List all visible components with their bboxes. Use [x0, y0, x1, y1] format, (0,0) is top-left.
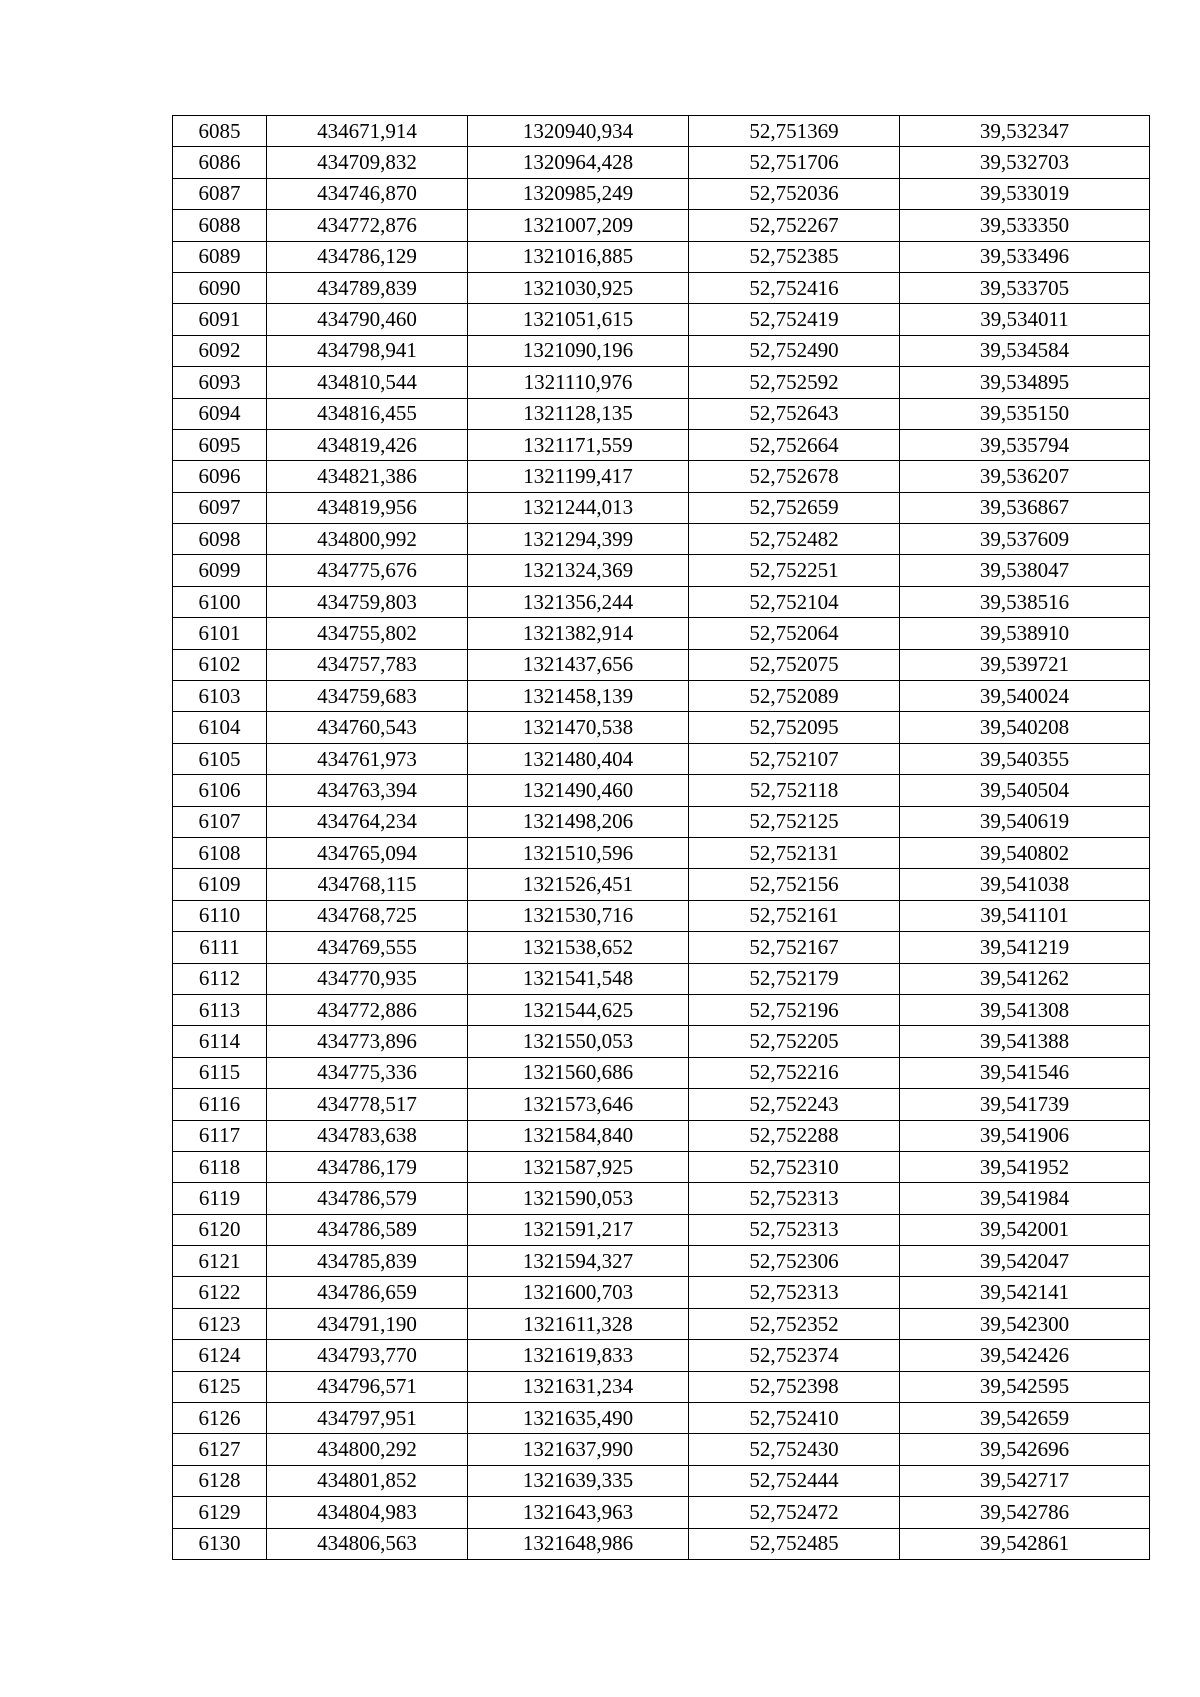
table-row	[173, 1497, 1150, 1528]
x-coordinate-cell: 434765,094	[267, 837, 468, 868]
y-coordinate-cell: 1321110,976	[468, 367, 689, 398]
y-coordinate-cell: 1321030,925	[468, 272, 689, 303]
x-coordinate-cell: 434757,783	[267, 649, 468, 680]
longitude-cell: 39,542426	[900, 1340, 1150, 1371]
table-row	[173, 900, 1150, 931]
y-coordinate-cell: 1321544,625	[468, 994, 689, 1025]
longitude-cell: 39,542717	[900, 1465, 1150, 1496]
coordinates-table-body	[173, 116, 1150, 1560]
latitude-cell: 52,752125	[689, 806, 900, 837]
y-coordinate-cell: 1321631,234	[468, 1371, 689, 1402]
x-coordinate-cell: 434783,638	[267, 1120, 468, 1151]
latitude-cell: 52,752243	[689, 1089, 900, 1120]
point-number-cell: 6101	[173, 618, 267, 649]
x-coordinate-cell: 434786,129	[267, 241, 468, 272]
y-coordinate-cell: 1321639,335	[468, 1465, 689, 1496]
table-row	[173, 1465, 1150, 1496]
longitude-cell: 39,532347	[900, 116, 1150, 147]
x-coordinate-cell: 434789,839	[267, 272, 468, 303]
x-coordinate-cell: 434798,941	[267, 335, 468, 366]
point-number-cell: 6112	[173, 963, 267, 994]
point-number-cell: 6090	[173, 272, 267, 303]
latitude-cell: 52,752167	[689, 932, 900, 963]
y-coordinate-cell: 1321470,538	[468, 712, 689, 743]
point-number-cell: 6123	[173, 1308, 267, 1339]
longitude-cell: 39,532703	[900, 147, 1150, 178]
latitude-cell: 52,752313	[689, 1277, 900, 1308]
table-row	[173, 524, 1150, 555]
point-number-cell: 6092	[173, 335, 267, 366]
longitude-cell: 39,541219	[900, 932, 1150, 963]
point-number-cell: 6114	[173, 1026, 267, 1057]
x-coordinate-cell: 434786,659	[267, 1277, 468, 1308]
latitude-cell: 52,752107	[689, 743, 900, 774]
longitude-cell: 39,535150	[900, 398, 1150, 429]
y-coordinate-cell: 1321541,548	[468, 963, 689, 994]
longitude-cell: 39,540619	[900, 806, 1150, 837]
x-coordinate-cell: 434797,951	[267, 1403, 468, 1434]
y-coordinate-cell: 1321498,206	[468, 806, 689, 837]
x-coordinate-cell: 434778,517	[267, 1089, 468, 1120]
y-coordinate-cell: 1321090,196	[468, 335, 689, 366]
point-number-cell: 6108	[173, 837, 267, 868]
latitude-cell: 52,752430	[689, 1434, 900, 1465]
latitude-cell: 52,752490	[689, 335, 900, 366]
latitude-cell: 52,752089	[689, 681, 900, 712]
y-coordinate-cell: 1321199,417	[468, 461, 689, 492]
point-number-cell: 6125	[173, 1371, 267, 1402]
longitude-cell: 39,540504	[900, 775, 1150, 806]
latitude-cell: 52,751369	[689, 116, 900, 147]
table-row	[173, 398, 1150, 429]
table-row	[173, 241, 1150, 272]
point-number-cell: 6098	[173, 524, 267, 555]
table-row	[173, 837, 1150, 868]
y-coordinate-cell: 1321324,369	[468, 555, 689, 586]
y-coordinate-cell: 1321587,925	[468, 1151, 689, 1182]
longitude-cell: 39,542047	[900, 1246, 1150, 1277]
table-row	[173, 1120, 1150, 1151]
x-coordinate-cell: 434768,725	[267, 900, 468, 931]
latitude-cell: 52,752251	[689, 555, 900, 586]
x-coordinate-cell: 434785,839	[267, 1246, 468, 1277]
point-number-cell: 6097	[173, 492, 267, 523]
y-coordinate-cell: 1321510,596	[468, 837, 689, 868]
table-row	[173, 618, 1150, 649]
y-coordinate-cell: 1321590,053	[468, 1183, 689, 1214]
longitude-cell: 39,542141	[900, 1277, 1150, 1308]
longitude-cell: 39,534584	[900, 335, 1150, 366]
x-coordinate-cell: 434709,832	[267, 147, 468, 178]
table-row	[173, 1340, 1150, 1371]
x-coordinate-cell: 434772,876	[267, 210, 468, 241]
latitude-cell: 52,752196	[689, 994, 900, 1025]
latitude-cell: 52,752036	[689, 178, 900, 209]
y-coordinate-cell: 1321573,646	[468, 1089, 689, 1120]
latitude-cell: 52,752419	[689, 304, 900, 335]
longitude-cell: 39,542595	[900, 1371, 1150, 1402]
table-row	[173, 806, 1150, 837]
y-coordinate-cell: 1321016,885	[468, 241, 689, 272]
y-coordinate-cell: 1321437,656	[468, 649, 689, 680]
x-coordinate-cell: 434671,914	[267, 116, 468, 147]
longitude-cell: 39,534011	[900, 304, 1150, 335]
table-row	[173, 1057, 1150, 1088]
x-coordinate-cell: 434772,886	[267, 994, 468, 1025]
table-row	[173, 555, 1150, 586]
point-number-cell: 6093	[173, 367, 267, 398]
latitude-cell: 52,752659	[689, 492, 900, 523]
point-number-cell: 6107	[173, 806, 267, 837]
latitude-cell: 52,752444	[689, 1465, 900, 1496]
x-coordinate-cell: 434804,983	[267, 1497, 468, 1528]
table-row	[173, 1026, 1150, 1057]
table-row	[173, 1214, 1150, 1245]
point-number-cell: 6102	[173, 649, 267, 680]
latitude-cell: 52,752118	[689, 775, 900, 806]
x-coordinate-cell: 434746,870	[267, 178, 468, 209]
point-number-cell: 6118	[173, 1151, 267, 1182]
x-coordinate-cell: 434773,896	[267, 1026, 468, 1057]
table-row	[173, 429, 1150, 460]
coordinates-table	[172, 115, 1150, 1560]
y-coordinate-cell: 1321591,217	[468, 1214, 689, 1245]
longitude-cell: 39,541906	[900, 1120, 1150, 1151]
longitude-cell: 39,542696	[900, 1434, 1150, 1465]
point-number-cell: 6120	[173, 1214, 267, 1245]
y-coordinate-cell: 1321382,914	[468, 618, 689, 649]
x-coordinate-cell: 434790,460	[267, 304, 468, 335]
x-coordinate-cell: 434791,190	[267, 1308, 468, 1339]
y-coordinate-cell: 1321051,615	[468, 304, 689, 335]
latitude-cell: 52,752385	[689, 241, 900, 272]
x-coordinate-cell: 434816,455	[267, 398, 468, 429]
point-number-cell: 6087	[173, 178, 267, 209]
point-number-cell: 6109	[173, 869, 267, 900]
point-number-cell: 6096	[173, 461, 267, 492]
latitude-cell: 52,752267	[689, 210, 900, 241]
y-coordinate-cell: 1321611,328	[468, 1308, 689, 1339]
y-coordinate-cell: 1321294,399	[468, 524, 689, 555]
longitude-cell: 39,541739	[900, 1089, 1150, 1120]
y-coordinate-cell: 1321594,327	[468, 1246, 689, 1277]
latitude-cell: 52,752179	[689, 963, 900, 994]
x-coordinate-cell: 434763,394	[267, 775, 468, 806]
longitude-cell: 39,533019	[900, 178, 1150, 209]
y-coordinate-cell: 1321171,559	[468, 429, 689, 460]
point-number-cell: 6119	[173, 1183, 267, 1214]
table-row	[173, 994, 1150, 1025]
latitude-cell: 52,752064	[689, 618, 900, 649]
table-row	[173, 869, 1150, 900]
y-coordinate-cell: 1321538,652	[468, 932, 689, 963]
longitude-cell: 39,535794	[900, 429, 1150, 460]
table-row	[173, 1246, 1150, 1277]
y-coordinate-cell: 1321560,686	[468, 1057, 689, 1088]
latitude-cell: 52,752313	[689, 1214, 900, 1245]
latitude-cell: 52,752131	[689, 837, 900, 868]
point-number-cell: 6113	[173, 994, 267, 1025]
longitude-cell: 39,540024	[900, 681, 1150, 712]
point-number-cell: 6095	[173, 429, 267, 460]
point-number-cell: 6089	[173, 241, 267, 272]
y-coordinate-cell: 1321648,986	[468, 1528, 689, 1559]
longitude-cell: 39,537609	[900, 524, 1150, 555]
x-coordinate-cell: 434759,683	[267, 681, 468, 712]
point-number-cell: 6106	[173, 775, 267, 806]
table-row	[173, 775, 1150, 806]
longitude-cell: 39,542659	[900, 1403, 1150, 1434]
longitude-cell: 39,538910	[900, 618, 1150, 649]
longitude-cell: 39,541388	[900, 1026, 1150, 1057]
longitude-cell: 39,541101	[900, 900, 1150, 931]
latitude-cell: 52,752161	[689, 900, 900, 931]
point-number-cell: 6099	[173, 555, 267, 586]
y-coordinate-cell: 1321244,013	[468, 492, 689, 523]
x-coordinate-cell: 434775,336	[267, 1057, 468, 1088]
x-coordinate-cell: 434764,234	[267, 806, 468, 837]
y-coordinate-cell: 1321600,703	[468, 1277, 689, 1308]
latitude-cell: 52,752398	[689, 1371, 900, 1402]
table-row	[173, 116, 1150, 147]
longitude-cell: 39,538047	[900, 555, 1150, 586]
table-row	[173, 963, 1150, 994]
latitude-cell: 52,752416	[689, 272, 900, 303]
longitude-cell: 39,533496	[900, 241, 1150, 272]
latitude-cell: 52,752374	[689, 1340, 900, 1371]
x-coordinate-cell: 434786,179	[267, 1151, 468, 1182]
y-coordinate-cell: 1320985,249	[468, 178, 689, 209]
table-row	[173, 492, 1150, 523]
x-coordinate-cell: 434801,852	[267, 1465, 468, 1496]
x-coordinate-cell: 434810,544	[267, 367, 468, 398]
latitude-cell: 52,752592	[689, 367, 900, 398]
point-number-cell: 6126	[173, 1403, 267, 1434]
latitude-cell: 52,752678	[689, 461, 900, 492]
table-row	[173, 586, 1150, 617]
longitude-cell: 39,541038	[900, 869, 1150, 900]
x-coordinate-cell: 434768,115	[267, 869, 468, 900]
point-number-cell: 6117	[173, 1120, 267, 1151]
x-coordinate-cell: 434761,973	[267, 743, 468, 774]
longitude-cell: 39,542786	[900, 1497, 1150, 1528]
point-number-cell: 6086	[173, 147, 267, 178]
point-number-cell: 6110	[173, 900, 267, 931]
table-row	[173, 210, 1150, 241]
point-number-cell: 6111	[173, 932, 267, 963]
longitude-cell: 39,536207	[900, 461, 1150, 492]
y-coordinate-cell: 1321584,840	[468, 1120, 689, 1151]
y-coordinate-cell: 1320964,428	[468, 147, 689, 178]
table-row	[173, 1528, 1150, 1559]
y-coordinate-cell: 1321128,135	[468, 398, 689, 429]
table-row	[173, 335, 1150, 366]
table-row	[173, 743, 1150, 774]
table-row	[173, 1277, 1150, 1308]
longitude-cell: 39,540802	[900, 837, 1150, 868]
latitude-cell: 52,752472	[689, 1497, 900, 1528]
y-coordinate-cell: 1321490,460	[468, 775, 689, 806]
x-coordinate-cell: 434800,992	[267, 524, 468, 555]
table-row	[173, 1434, 1150, 1465]
table-row	[173, 1308, 1150, 1339]
latitude-cell: 52,752310	[689, 1151, 900, 1182]
longitude-cell: 39,541984	[900, 1183, 1150, 1214]
latitude-cell: 52,752482	[689, 524, 900, 555]
y-coordinate-cell: 1321530,716	[468, 900, 689, 931]
x-coordinate-cell: 434800,292	[267, 1434, 468, 1465]
latitude-cell: 52,752664	[689, 429, 900, 460]
table-row	[173, 1151, 1150, 1182]
table-row	[173, 1403, 1150, 1434]
x-coordinate-cell: 434796,571	[267, 1371, 468, 1402]
table-row	[173, 147, 1150, 178]
longitude-cell: 39,541546	[900, 1057, 1150, 1088]
latitude-cell: 52,752216	[689, 1057, 900, 1088]
point-number-cell: 6091	[173, 304, 267, 335]
table-row	[173, 932, 1150, 963]
latitude-cell: 52,752313	[689, 1183, 900, 1214]
y-coordinate-cell: 1321550,053	[468, 1026, 689, 1057]
latitude-cell: 52,752156	[689, 869, 900, 900]
longitude-cell: 39,536867	[900, 492, 1150, 523]
point-number-cell: 6085	[173, 116, 267, 147]
x-coordinate-cell: 434760,543	[267, 712, 468, 743]
longitude-cell: 39,541262	[900, 963, 1150, 994]
point-number-cell: 6122	[173, 1277, 267, 1308]
latitude-cell: 52,752306	[689, 1246, 900, 1277]
longitude-cell: 39,542300	[900, 1308, 1150, 1339]
longitude-cell: 39,534895	[900, 367, 1150, 398]
x-coordinate-cell: 434755,802	[267, 618, 468, 649]
point-number-cell: 6116	[173, 1089, 267, 1120]
point-number-cell: 6103	[173, 681, 267, 712]
longitude-cell: 39,533350	[900, 210, 1150, 241]
table-row	[173, 1183, 1150, 1214]
x-coordinate-cell: 434775,676	[267, 555, 468, 586]
x-coordinate-cell: 434819,426	[267, 429, 468, 460]
x-coordinate-cell: 434786,579	[267, 1183, 468, 1214]
latitude-cell: 52,752104	[689, 586, 900, 617]
table-row	[173, 461, 1150, 492]
point-number-cell: 6088	[173, 210, 267, 241]
longitude-cell: 39,542001	[900, 1214, 1150, 1245]
latitude-cell: 52,752075	[689, 649, 900, 680]
latitude-cell: 52,752205	[689, 1026, 900, 1057]
point-number-cell: 6094	[173, 398, 267, 429]
point-number-cell: 6129	[173, 1497, 267, 1528]
point-number-cell: 6115	[173, 1057, 267, 1088]
latitude-cell: 52,752352	[689, 1308, 900, 1339]
y-coordinate-cell: 1321356,244	[468, 586, 689, 617]
y-coordinate-cell: 1321635,490	[468, 1403, 689, 1434]
table-row	[173, 1089, 1150, 1120]
point-number-cell: 6100	[173, 586, 267, 617]
latitude-cell: 52,752643	[689, 398, 900, 429]
longitude-cell: 39,541308	[900, 994, 1150, 1025]
y-coordinate-cell: 1321619,833	[468, 1340, 689, 1371]
x-coordinate-cell: 434819,956	[267, 492, 468, 523]
point-number-cell: 6104	[173, 712, 267, 743]
latitude-cell: 52,752485	[689, 1528, 900, 1559]
table-row	[173, 367, 1150, 398]
x-coordinate-cell: 434769,555	[267, 932, 468, 963]
x-coordinate-cell: 434759,803	[267, 586, 468, 617]
table-row	[173, 1371, 1150, 1402]
x-coordinate-cell: 434806,563	[267, 1528, 468, 1559]
latitude-cell: 52,752288	[689, 1120, 900, 1151]
y-coordinate-cell: 1321480,404	[468, 743, 689, 774]
x-coordinate-cell: 434793,770	[267, 1340, 468, 1371]
latitude-cell: 52,752410	[689, 1403, 900, 1434]
table-row	[173, 681, 1150, 712]
longitude-cell: 39,540208	[900, 712, 1150, 743]
x-coordinate-cell: 434786,589	[267, 1214, 468, 1245]
point-number-cell: 6127	[173, 1434, 267, 1465]
table-row	[173, 649, 1150, 680]
longitude-cell: 39,533705	[900, 272, 1150, 303]
table-row	[173, 272, 1150, 303]
x-coordinate-cell: 434821,386	[267, 461, 468, 492]
y-coordinate-cell: 1321007,209	[468, 210, 689, 241]
latitude-cell: 52,751706	[689, 147, 900, 178]
point-number-cell: 6128	[173, 1465, 267, 1496]
longitude-cell: 39,540355	[900, 743, 1150, 774]
table-row	[173, 304, 1150, 335]
point-number-cell: 6121	[173, 1246, 267, 1277]
point-number-cell: 6130	[173, 1528, 267, 1559]
y-coordinate-cell: 1321643,963	[468, 1497, 689, 1528]
longitude-cell: 39,541952	[900, 1151, 1150, 1182]
point-number-cell: 6124	[173, 1340, 267, 1371]
table-row	[173, 712, 1150, 743]
y-coordinate-cell: 1321458,139	[468, 681, 689, 712]
x-coordinate-cell: 434770,935	[267, 963, 468, 994]
longitude-cell: 39,539721	[900, 649, 1150, 680]
y-coordinate-cell: 1321637,990	[468, 1434, 689, 1465]
y-coordinate-cell: 1320940,934	[468, 116, 689, 147]
longitude-cell: 39,538516	[900, 586, 1150, 617]
longitude-cell: 39,542861	[900, 1528, 1150, 1559]
point-number-cell: 6105	[173, 743, 267, 774]
y-coordinate-cell: 1321526,451	[468, 869, 689, 900]
latitude-cell: 52,752095	[689, 712, 900, 743]
table-row	[173, 178, 1150, 209]
